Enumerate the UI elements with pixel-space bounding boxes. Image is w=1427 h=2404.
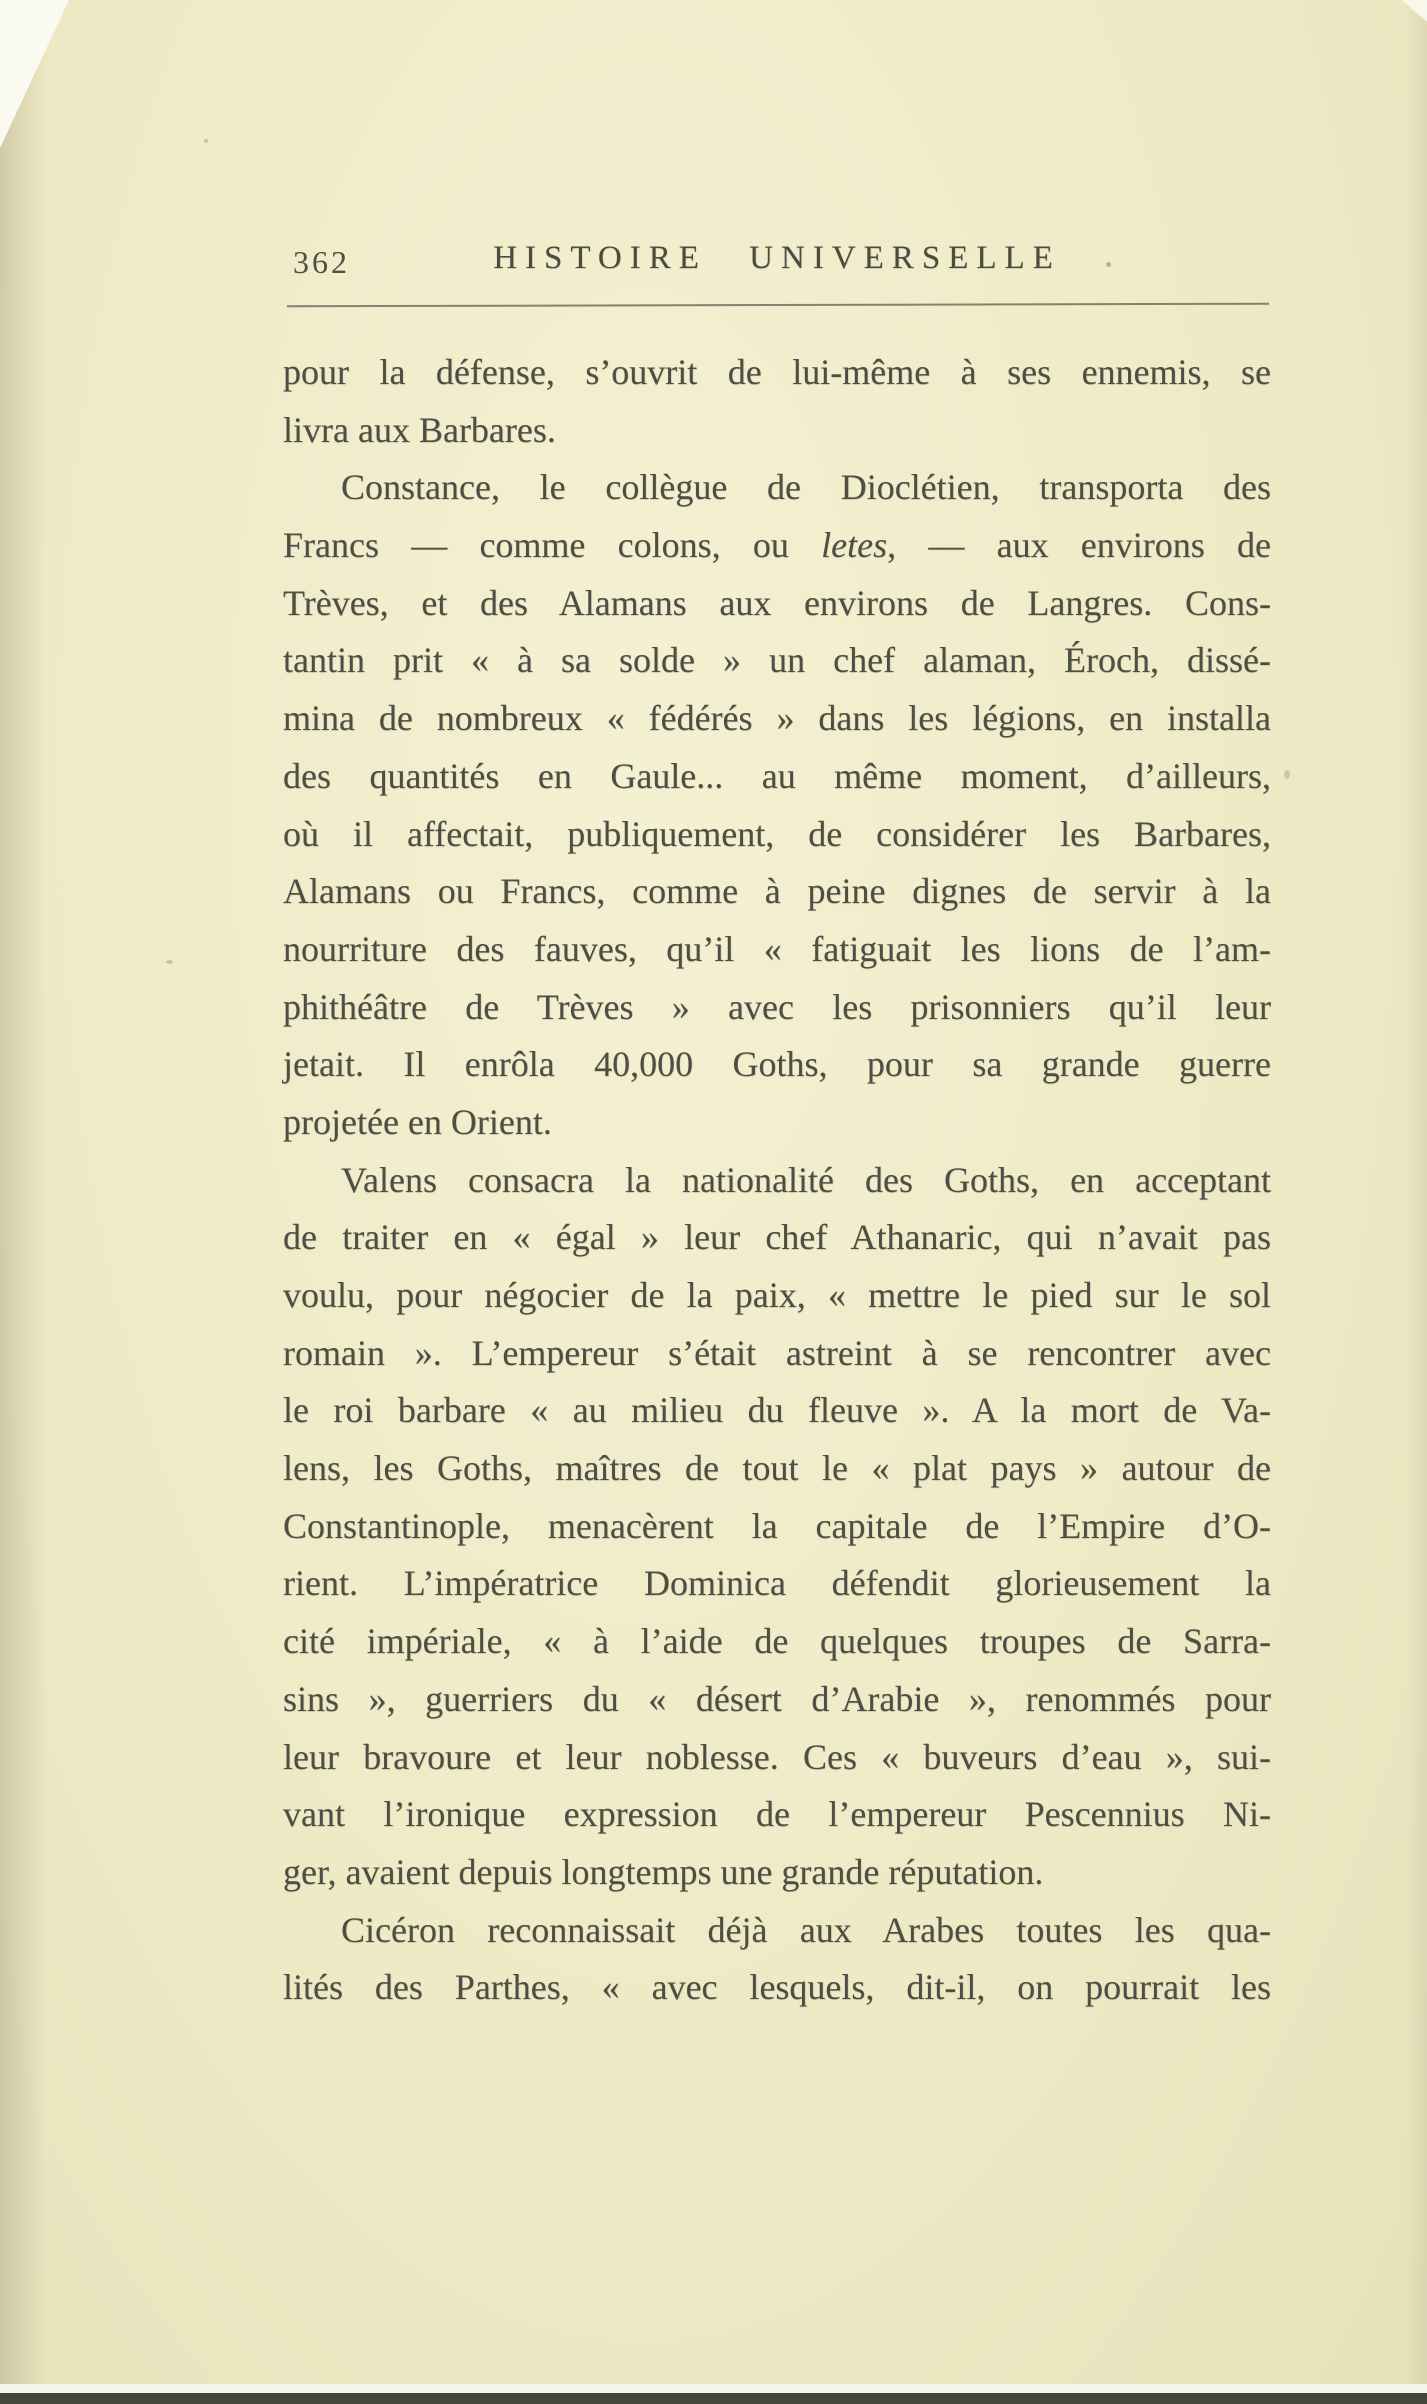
text-line: livra aux Barbares.: [283, 409, 556, 450]
scan-speck: [1106, 262, 1111, 267]
text-line: jetait. Il enrôla 40,000 Goths, pour sa grande guerre: [283, 1044, 1271, 1085]
scan-bottom-white-band: [0, 2384, 1427, 2393]
scan-bottom-dark-band: [0, 2393, 1427, 2404]
text-line: leur bravoure et leur noblesse. Ces « buveurs d’eau », sui-: [283, 1736, 1271, 1777]
text-line: mina de nombreux « fédérés » dans les légions, en installa: [283, 698, 1271, 739]
text-line: voulu, pour négocier de la paix, « mettre le pied sur le sol: [283, 1275, 1271, 1315]
text-line: vant l’ironique expression de l’empereur Pescennius Ni-: [283, 1794, 1271, 1835]
text-line: des quantités en Gaule... au même moment, d’ailleurs,: [283, 755, 1271, 796]
page-right-shadow: [1405, 0, 1427, 2386]
page-left-shadow: [0, 0, 48, 2386]
scan-speck: [166, 960, 173, 964]
text-line: nourriture des fauves, qu’il « fatiguait les lions de l’am-: [283, 928, 1271, 969]
page-header: [283, 240, 1271, 282]
text-line: Constance, le collègue de Dioclétien, transporta des: [341, 467, 1271, 508]
text-line: lités des Parthes, « avec lesquels, dit-il, on pourrait les: [283, 1967, 1271, 2008]
text-line: ger, avaient depuis longtemps une grande réputation.: [283, 1851, 1044, 1892]
text-line: tantin prit « à sa solde » un chef alaman, Éroch, dissé-: [283, 640, 1271, 681]
text-block: [283, 344, 1271, 2017]
text-line: Valens consacra la nationalité des Goths, en acceptant: [341, 1159, 1271, 1200]
page-number: 362: [293, 244, 350, 280]
text-line: lens, les Goths, maîtres de tout le « plat pays » autour de: [283, 1448, 1271, 1489]
text-line: cité impériale, « à l’aide de quelques troupes de Sarra-: [283, 1621, 1271, 1662]
text-line: Constantinople, menacèrent la capitale de l’Empire d’O-: [283, 1505, 1271, 1546]
running-title: HISTOIRE UNIVERSELLE: [493, 240, 1061, 276]
text-line: où il affectait, publiquement, de considérer les Barbares,: [283, 813, 1271, 854]
text-line: projetée en Orient.: [283, 1101, 552, 1142]
text-line: Francs — comme colons, ou letes, — aux environs de: [283, 525, 1271, 566]
text-line: Alamans ou Francs, comme à peine dignes de servir à la: [283, 871, 1271, 912]
text-line: de traiter en « égal » leur chef Athanaric, qui n’avait pas: [283, 1217, 1271, 1258]
text-line: Trèves, et des Alamans aux environs de Langres. Cons-: [283, 582, 1271, 623]
scan-speck: [204, 139, 208, 143]
text-line: sins », guerriers du « désert d’Arabie », renommés pour: [283, 1678, 1271, 1719]
text-line: rient. L’impératrice Dominica défendit glorieusement la: [283, 1563, 1271, 1604]
text-line: le roi barbare « au milieu du fleuve ». A la mort de Va-: [283, 1390, 1271, 1431]
header-rule: [287, 303, 1269, 308]
text-line: Cicéron reconnaissait déjà aux Arabes toutes les qua-: [341, 1909, 1271, 1950]
text-line: romain ». L’empereur s’était astreint à se rencontrer avec: [283, 1332, 1271, 1373]
text-line: pour la défense, s’ouvrit de lui-même à ses ennemis, se: [283, 352, 1271, 392]
scan-speck: [1284, 770, 1290, 779]
text-line: phithéâtre de Trèves » avec les prisonniers qu’il leur: [283, 986, 1271, 1027]
